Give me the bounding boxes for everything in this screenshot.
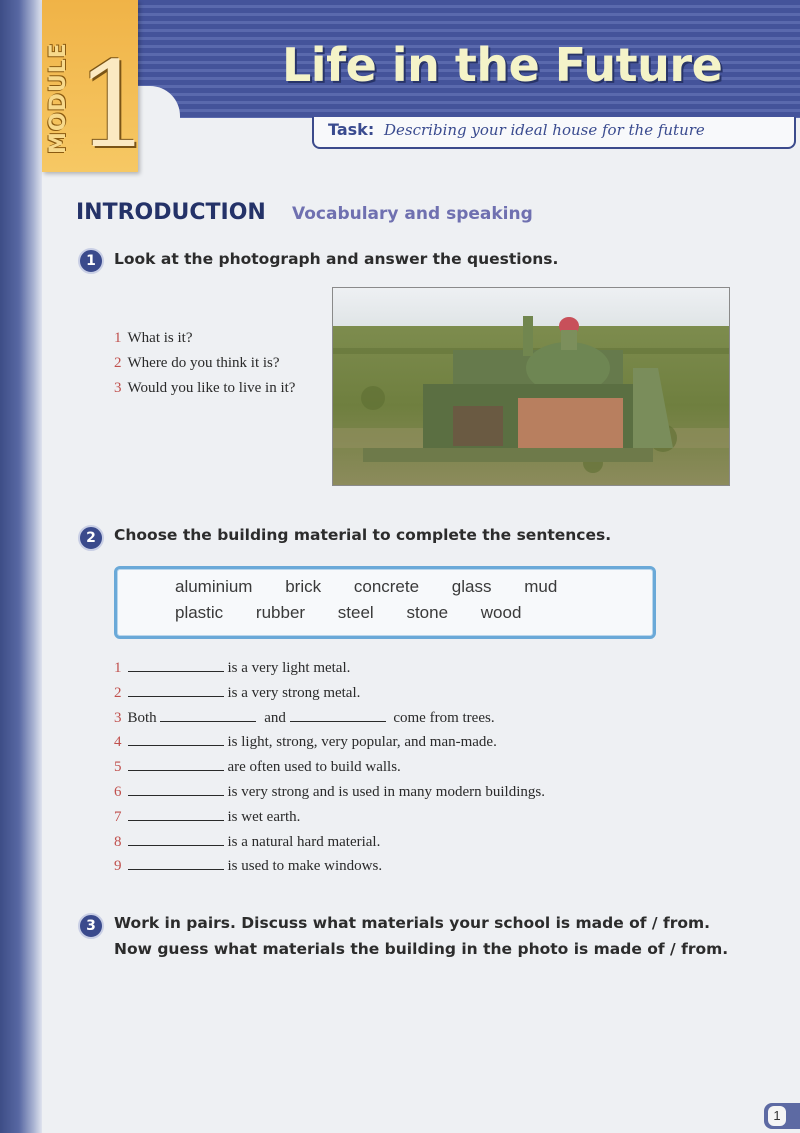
word-item: concrete [353,577,420,596]
answer-blank[interactable] [128,658,224,672]
answer-blank[interactable] [128,782,224,796]
exercise-1-number: 1 [78,248,104,274]
task-description: Describing your ideal house for the future [384,121,705,139]
photo-illustration [333,288,729,485]
answer-blank[interactable] [128,807,224,821]
answer-blank[interactable] [128,757,224,771]
list-item: 3 Both and come from trees. [114,709,495,726]
list-item: 1 is a very light metal. [114,660,351,676]
page-spine-shadow [0,0,42,1133]
word-item: rubber [255,603,306,622]
answer-blank[interactable] [160,708,256,722]
word-item: stone [406,603,449,622]
list-item: 6 is very strong and is used in many modern buildings. [114,783,545,800]
word-item: plastic [175,603,224,622]
earthship-house-photo [332,287,730,486]
answer-blank[interactable] [128,732,224,746]
word-box-row [175,577,585,597]
answer-blank[interactable] [290,708,386,722]
exercise-3-number: 3 [78,913,104,939]
page-number-tab [764,1103,800,1129]
answer-blank[interactable] [128,856,224,870]
list-item: 4 is light, strong, very popular, and man-made. [114,734,497,751]
list-item: 2 Where do you think it is? [114,355,280,371]
sentence-list [114,658,545,881]
exercise-1-instruction: Look at the photograph and answer the questions. [114,250,559,268]
list-item: 9 is used to make windows. [114,858,383,875]
word-item: brick [285,577,322,596]
page-number: 1 [768,1106,786,1126]
word-item: aluminium [175,577,253,596]
word-box-row [175,603,549,623]
list-item: 1 What is it? [114,330,193,346]
word-item: glass [451,577,492,596]
task-box [312,117,796,149]
exercise-3-line-2: Now guess what materials the building in the photo is made of / from. [114,940,729,958]
word-item: steel [337,603,374,622]
list-item: 8 is a natural hard material. [114,833,381,850]
exercise-2-instruction: Choose the building material to complete the sentences. [114,526,612,544]
word-item: wood [480,603,522,622]
word-item: mud [524,577,558,596]
task-label: Task: [328,120,375,139]
module-number: 1 [76,36,152,174]
list-item: 7 is wet earth. [114,808,301,825]
exercise-3-line-1: Work in pairs. Discuss what materials your school is made of / from. [114,914,711,932]
answer-blank[interactable] [128,683,224,697]
list-item: 3 Would you like to live in it? [114,380,296,396]
module-tab [42,0,152,174]
list-item: 2 is a very strong metal. [114,684,361,701]
page-title: Life in the Future [282,38,723,92]
question-list [114,330,295,405]
word-box [114,566,656,639]
section-heading: INTRODUCTION [76,200,266,225]
exercise-2-number: 2 [78,525,104,551]
module-label: MODULE [46,42,71,154]
answer-blank[interactable] [128,832,224,846]
list-item: 5 are often used to build walls. [114,759,401,776]
section-subheading: Vocabulary and speaking [292,204,533,224]
